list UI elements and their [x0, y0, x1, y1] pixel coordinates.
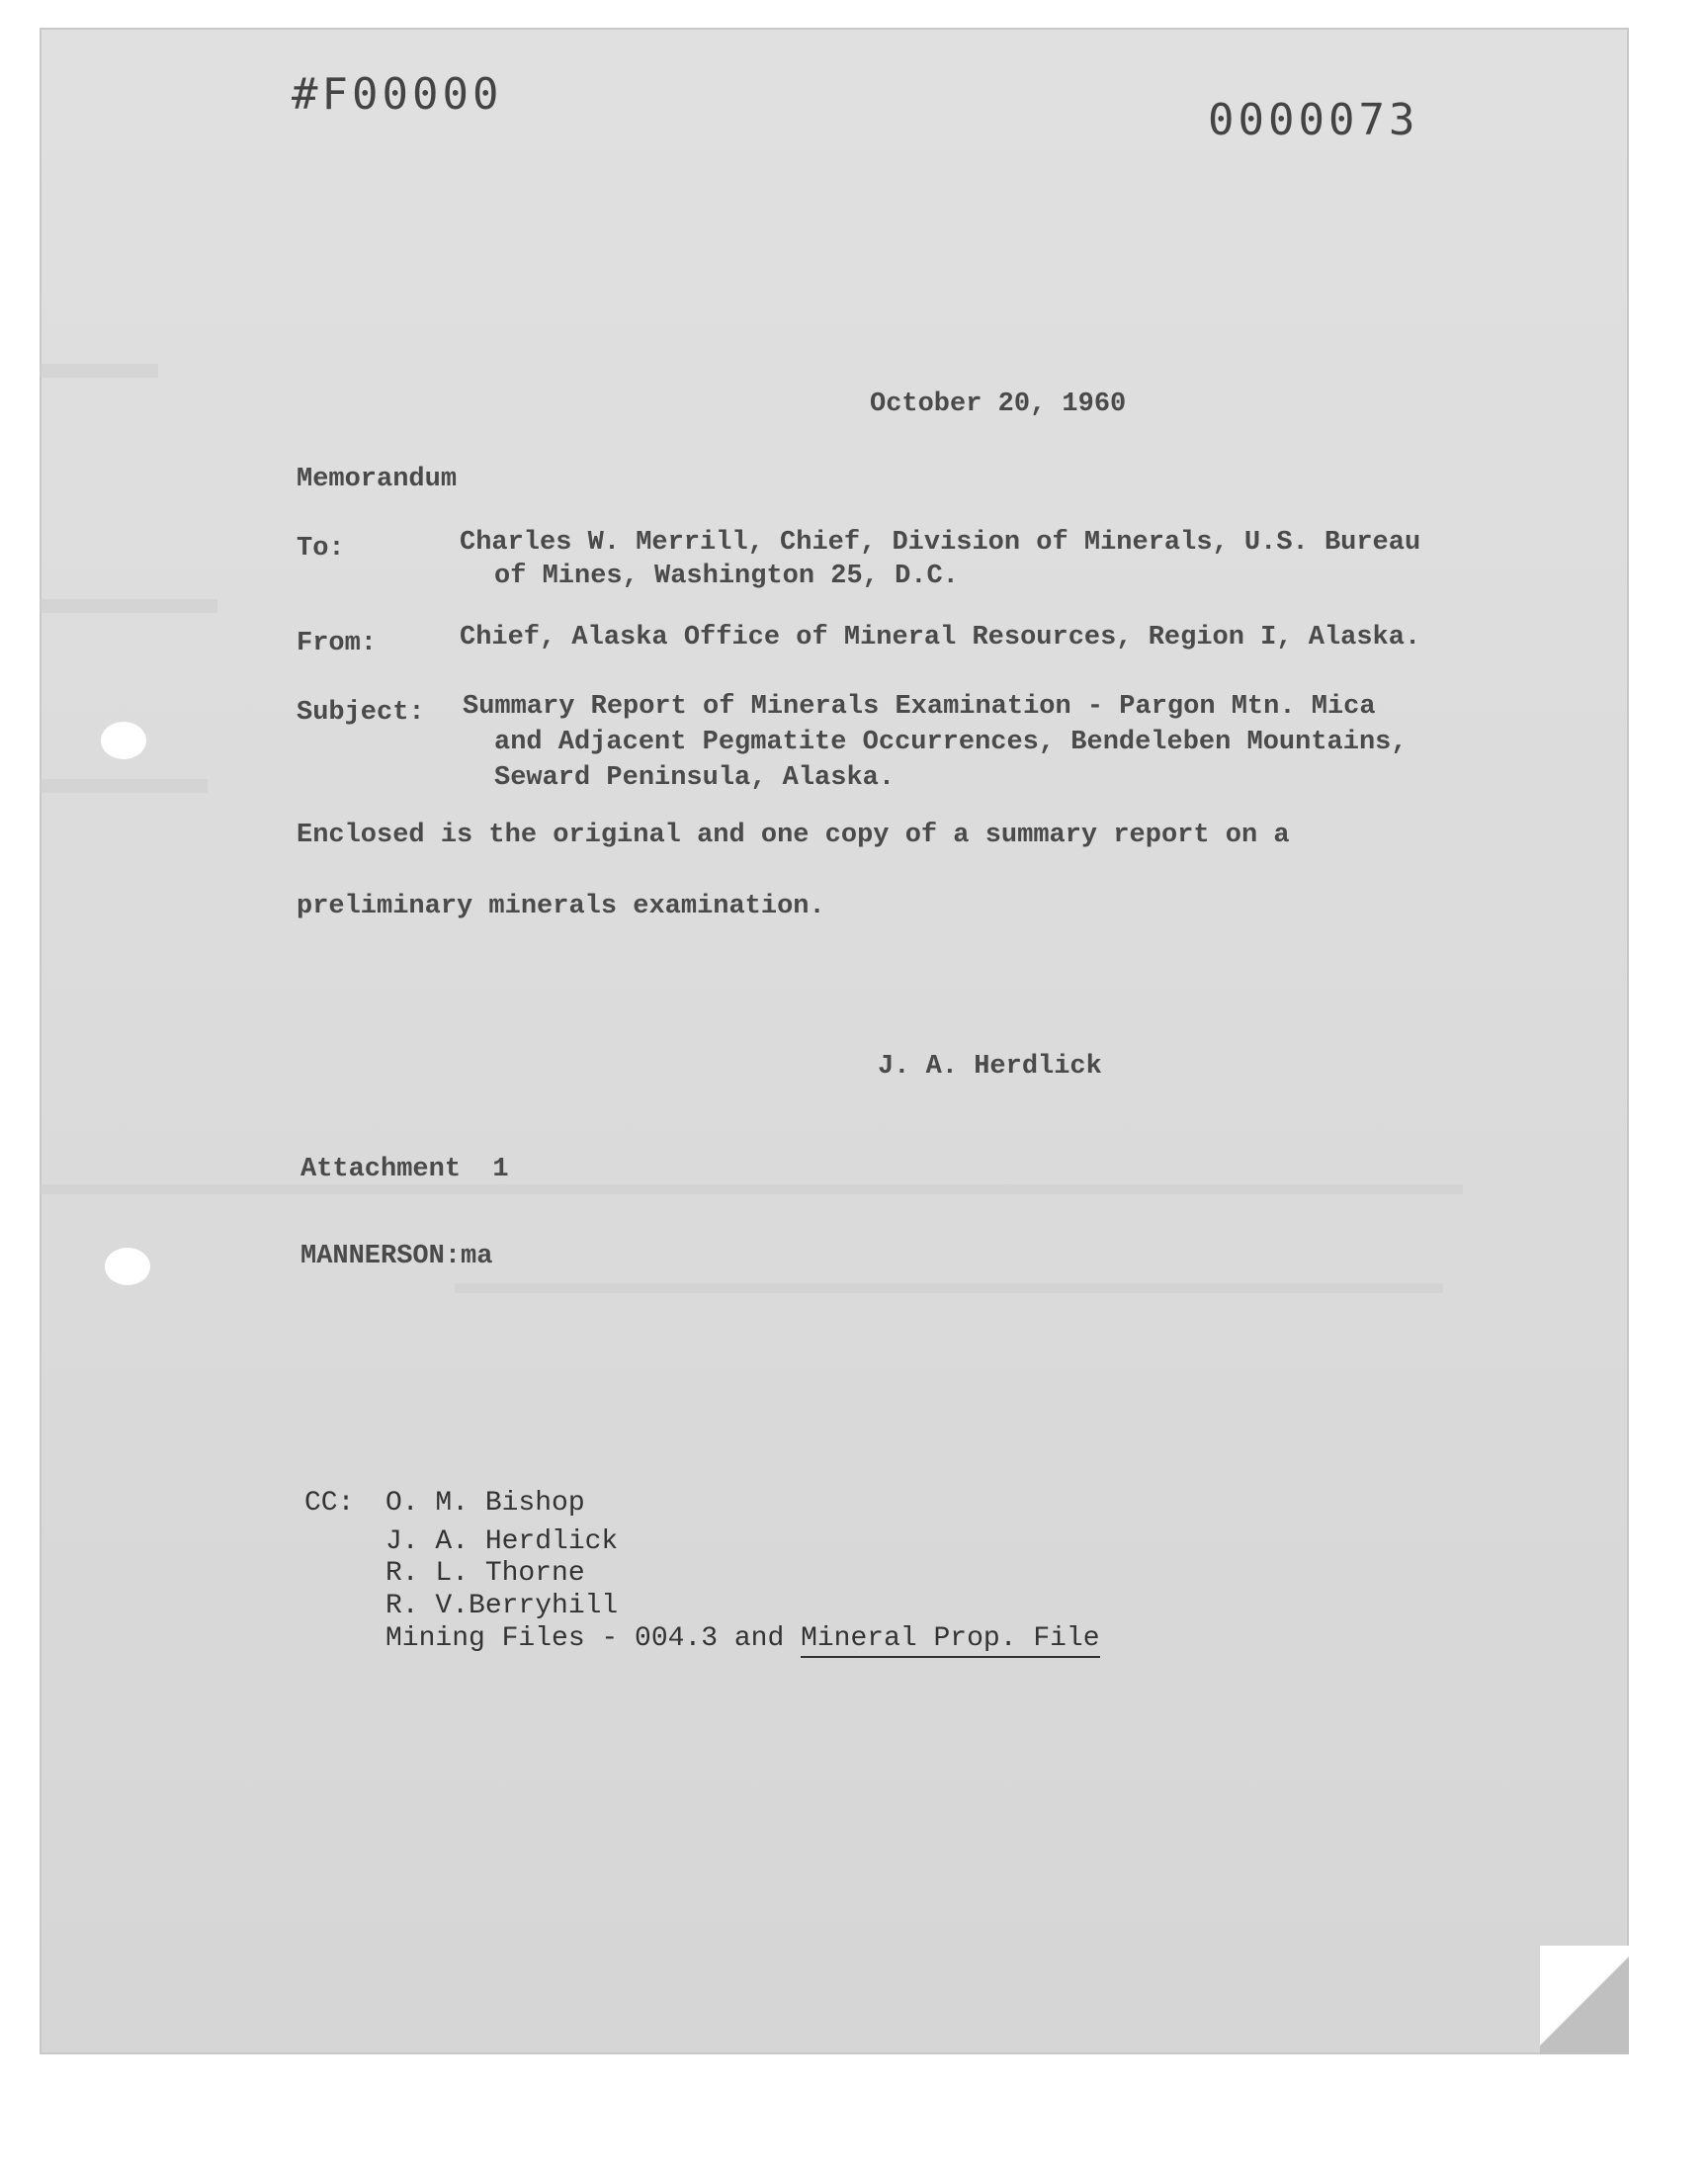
subject-line-2: and Adjacent Pegmatite Occurrences, Bendeleben Mountains,: [494, 728, 1408, 757]
attachment-note: Attachment 1: [300, 1155, 509, 1184]
bleed-through-mark: [40, 364, 158, 378]
bleed-through-mark: [40, 779, 208, 793]
cc-label: CC:: [304, 1488, 355, 1519]
body-line-1: Enclosed is the original and one copy of a summary report on a: [297, 821, 1290, 850]
punch-hole: [105, 1248, 150, 1285]
cc-recipient: O. M. Bishop: [385, 1488, 585, 1519]
cc-files-prefix: Mining Files - 004.3 and: [385, 1623, 802, 1654]
to-line-1: Charles W. Merrill, Chief, Division of Minerals, U.S. Bureau: [460, 528, 1421, 558]
body-line-2: preliminary minerals examination.: [297, 892, 825, 921]
to-line-2: of Mines, Washington 25, D.C.: [494, 562, 959, 591]
cc-recipient: R. L. Thorne: [385, 1558, 585, 1589]
punch-hole: [101, 722, 146, 759]
subject-label: Subject:: [297, 698, 425, 728]
document-id-stamp: #F00000: [292, 69, 503, 120]
document-page: [40, 28, 1629, 2054]
from-label: From:: [297, 629, 378, 658]
page-number-stamp: 0000073: [1208, 95, 1419, 145]
memo-date: October 20, 1960: [870, 390, 1127, 419]
page-corner-fold: [1540, 1946, 1629, 2054]
typist-initials: MANNERSON:ma: [300, 1242, 493, 1271]
from-value: Chief, Alaska Office of Mineral Resources, Region I, Alaska.: [460, 623, 1421, 652]
subject-line-1: Summary Report of Minerals Examination - Pargon Mtn. Mica: [463, 692, 1376, 722]
signature: J. A. Herdlick: [878, 1052, 1102, 1082]
subject-line-3: Seward Peninsula, Alaska.: [494, 763, 896, 793]
cc-recipient: J. A. Herdlick: [385, 1526, 619, 1557]
to-label: To:: [297, 534, 345, 564]
bleed-through-mark: [40, 1184, 1463, 1194]
cc-recipient: R. V.Berryhill: [385, 1591, 619, 1621]
cc-files-line: [385, 1622, 1100, 1655]
bleed-through-mark: [40, 599, 217, 613]
memo-heading: Memorandum: [297, 465, 458, 494]
cc-files-underlined: Mineral Prop. File: [801, 1623, 1099, 1658]
bleed-through-mark: [455, 1283, 1443, 1293]
